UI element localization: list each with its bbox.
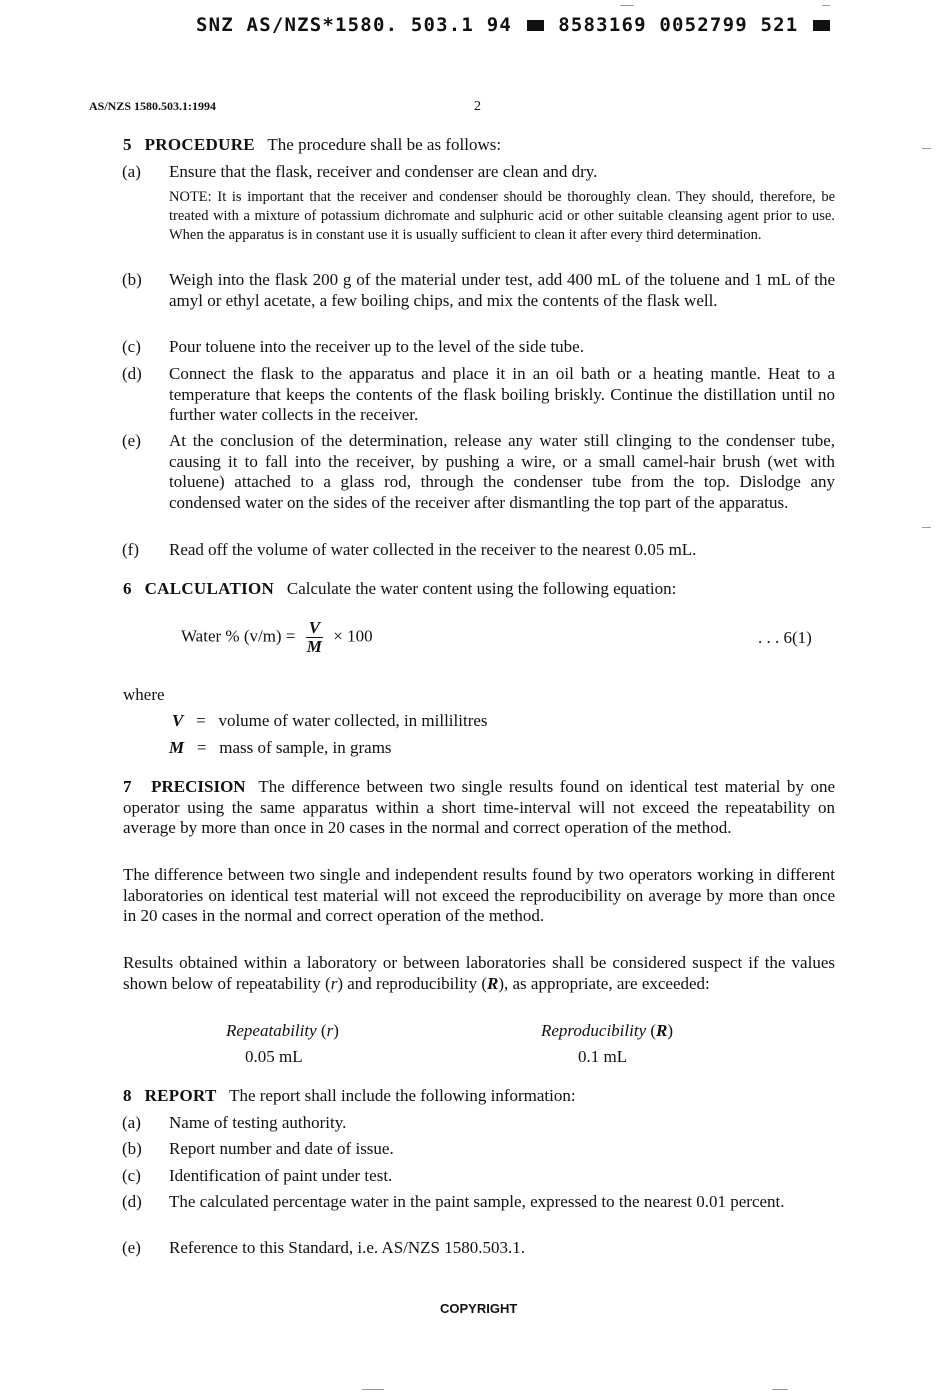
scan-mark (822, 5, 830, 6)
symbol-R: R (487, 973, 499, 993)
where-label: where (123, 685, 165, 704)
definition-row (172, 711, 488, 732)
reproducibility-value: 0.1 mL (578, 1047, 628, 1066)
list-label: (a) (122, 162, 141, 181)
scan-mark (922, 148, 931, 149)
section-6-heading (123, 579, 676, 600)
fraction-denominator: M (306, 637, 322, 656)
repeatability-label: Repeatability (r) (226, 1021, 339, 1040)
scan-mark (620, 5, 634, 6)
paragraph-text: ) and reproducibility ( (337, 973, 487, 993)
definition-equals: = (196, 711, 206, 730)
section-number: 7 (123, 777, 132, 796)
note-text: NOTE: It is important that the receiver and condenser should be thoroughly clean. They should, therefore, be treated with a mixture of potassium dichromate and sulphuric acid or other suitable cleansing agent prior to use. When the apparatus is in constant use it is usually sufficient to clean it after every third determination. (169, 189, 835, 243)
section-number: 8 (123, 1086, 132, 1105)
list-label: (b) (122, 270, 142, 289)
paragraph-text: ), as appropriate, are exceeded: (498, 973, 710, 993)
section-title: PROCEDURE (144, 135, 255, 154)
redaction-block (813, 20, 830, 31)
scan-mark (922, 527, 931, 528)
repeatability-value: 0.05 mL (245, 1047, 303, 1066)
list-item: Reference to this Standard, i.e. AS/NZS 1580.503.1. (169, 1238, 526, 1257)
definition-symbol: M (169, 738, 185, 757)
section-intro: Calculate the water content using the following equation: (286, 579, 677, 598)
repeatability-symbol: r (326, 1021, 334, 1040)
definition-text: mass of sample, in grams (219, 738, 392, 757)
copyright-footer: COPYRIGHT (440, 1301, 518, 1316)
reproducibility-label-text: Reproducibility (541, 1021, 647, 1040)
section-intro: The procedure shall be as follows: (267, 135, 502, 154)
definition-equals: = (196, 738, 207, 757)
list-label: (c) (122, 1166, 141, 1185)
list-item: Pour toluene into the receiver up to the level of the side tube. (169, 337, 584, 356)
scan-header (196, 14, 832, 36)
list-item: Identification of paint under test. (169, 1166, 393, 1185)
equation-reference: . . . 6(1) (758, 628, 812, 647)
paragraph-text: Results obtained within a laboratory or between laboratories shall be considered suspect if the values shown below of repeatability ( (123, 953, 835, 993)
section-5-heading (123, 135, 501, 156)
equation-rhs: × 100 (333, 626, 373, 646)
scan-mark (362, 1389, 384, 1390)
paragraph-text: The difference between two single results found on identical test material by one operator using the same apparatus within a short time-interval will not exceed the repeatability on average by more than once in 20 cases in the normal and correct operation of the method. (123, 777, 836, 837)
list-item: The calculated percentage water in the paint sample, expressed to the nearest 0.01 percent. (169, 1192, 785, 1211)
section-title: CALCULATION (144, 579, 275, 598)
definition-row (169, 738, 392, 759)
scan-mark (772, 1389, 788, 1390)
reproducibility-label: Reproducibility (R) (541, 1021, 674, 1040)
section-number: 5 (123, 135, 132, 154)
redaction-block (527, 20, 544, 31)
section-title: PRECISION (151, 777, 246, 796)
repeatability-label-text: Repeatability (226, 1021, 317, 1040)
list-label: (a) (122, 1113, 141, 1132)
reproducibility-symbol: R (656, 1021, 668, 1040)
equation (181, 619, 373, 656)
list-label: (d) (122, 1192, 142, 1211)
scan-header-text-a: SNZ AS/NZS*1580. 503.1 94 (196, 14, 512, 36)
list-item: Ensure that the flask, receiver and condenser are clean and dry. (169, 162, 598, 181)
scan-header-text-b: 8583169 0052799 521 (558, 14, 799, 36)
fraction-numerator: V (306, 619, 323, 638)
equation-lhs: Water % (v/m) = (181, 626, 296, 646)
list-label: (c) (122, 337, 141, 356)
list-item: Weigh into the flask 200 g of the material under test, add 400 mL of the toluene and 1 mL of the amyl or ethyl acetate, a few boiling chips, and mix the contents of the flask well. (169, 270, 835, 310)
document-id: AS/NZS 1580.503.1:1994 (89, 99, 217, 113)
definition-symbol: V (172, 711, 184, 730)
section-8-heading (123, 1086, 576, 1107)
definition-text: volume of water collected, in millilitres (218, 711, 488, 730)
list-item: Connect the flask to the apparatus and place it in an oil bath or a heating mantle. Heat to a temperature that keeps the contents of the flask boiling briskly. Continue the distillation until no further water collects in the receiver. (169, 364, 835, 424)
section-7-paragraph-2: The difference between two single and independent results found by two operators working in different laboratories on identical test material will not exceed the reproducibility on average by more than once in 20 cases in the normal and correct operation of the method. (123, 865, 835, 925)
section-number: 6 (123, 579, 132, 598)
section-7-paragraph-1 (123, 777, 835, 839)
list-label: (e) (122, 1238, 141, 1257)
list-label: (d) (122, 364, 142, 383)
section-intro: The report shall include the following information: (229, 1086, 576, 1105)
list-label: (b) (122, 1139, 142, 1158)
list-item: At the conclusion of the determination, release any water still clinging to the condenser tube, causing it to fall into the receiver, by pushing a wire, or a small camel-hair brush (wet with toluene) attached to a glass rod, through the condenser tube from the top. Dislodge any condensed water on the sides of the receiver after dismantling the top part of the apparatus. (169, 431, 835, 512)
section-title: REPORT (144, 1086, 217, 1105)
list-label: (f) (122, 540, 139, 559)
list-label: (e) (122, 431, 141, 450)
list-item: Report number and date of issue. (169, 1139, 394, 1158)
symbol-r: r (330, 973, 338, 993)
list-item: Read off the volume of water collected in the receiver to the nearest 0.05 mL. (169, 540, 697, 559)
list-item: Name of testing authority. (169, 1113, 347, 1132)
fraction (306, 619, 323, 656)
page-number: 2 (474, 99, 481, 114)
section-7-paragraph-3 (123, 953, 835, 994)
